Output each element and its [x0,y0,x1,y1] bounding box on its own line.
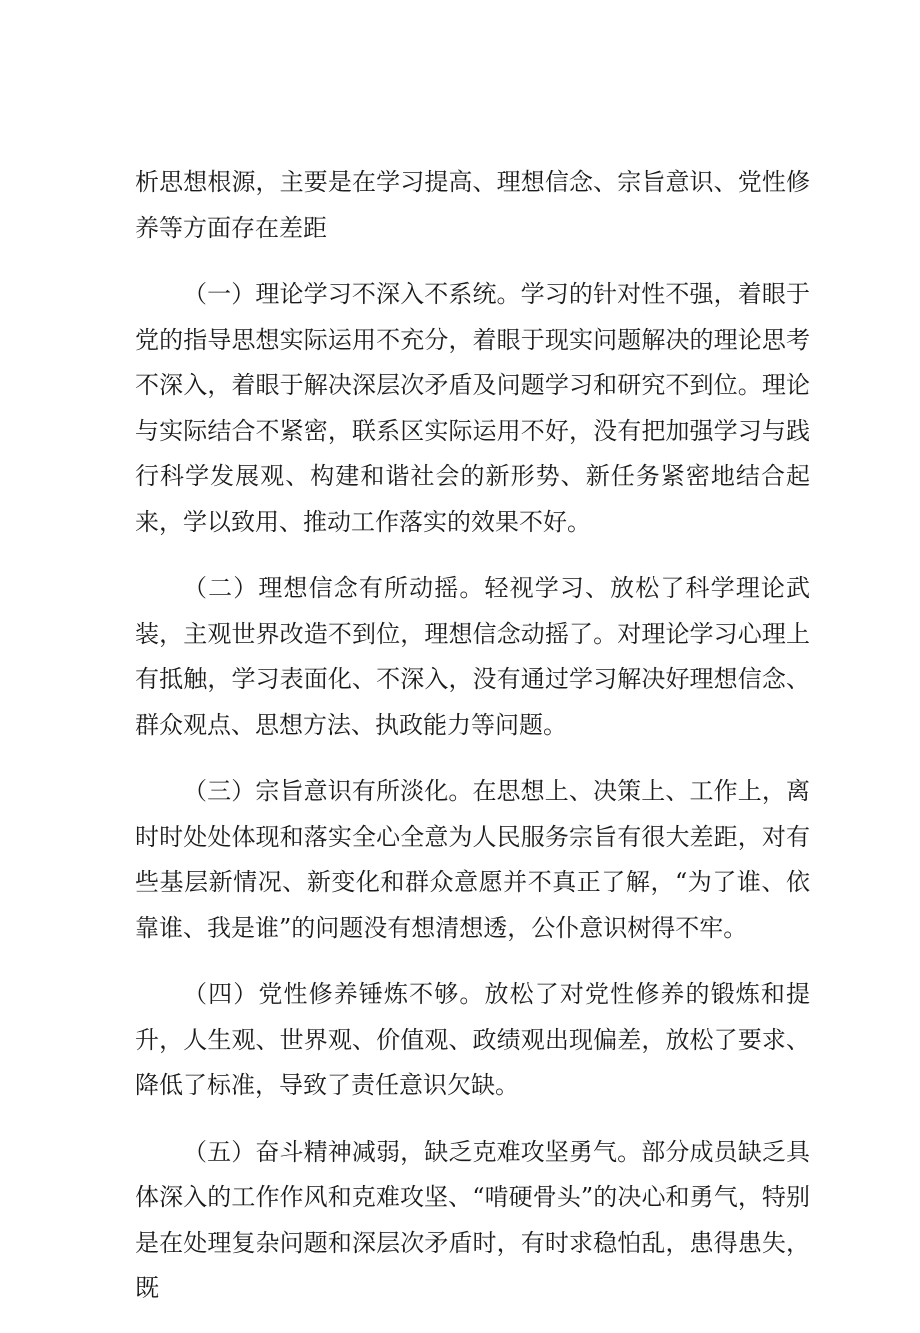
document-body [135,160,810,1333]
paragraph-purpose-awareness: （三）宗旨意识有所淡化。在思想上、决策上、工作上，离时时处处体现和落实全心全意为人民服务宗旨有很大差距，对有些基层新情况、新变化和群众意愿并不真正了解，“为了谁、依靠谁、我是谁”的问题没有想清想透，公仆意识树得不牢。 [135,777,810,942]
paragraph-party-spirit: （四）党性修养锤炼不够。放松了对党性修养的锻炼和提升，人生观、世界观、价值观、政绩观出现偏差，放松了要求、降低了标准，导致了责任意识欠缺。 [135,980,810,1099]
paragraph-ideals-beliefs: （二）理想信念有所动摇。轻视学习、放松了科学理论武装，主观世界改造不到位，理想信念动摇了。对理论学习心理上有抵触，学习表面化、不深入，没有通过学习解决好理想信念、群众观点、思想方法、执政能力等问题。 [135,574,810,739]
section-heading-paragraph: 析思想根源，主要是在学习提高、理想信念、宗旨意识、党性修养等方面存在差距 [135,168,810,242]
paragraph-theory-study: （一）理论学习不深入不系统。学习的针对性不强，着眼于党的指导思想实际运用不充分，着眼于现实问题解决的理论思考不深入，着眼于解决深层次矛盾及问题学习和研究不到位。理论与实际结合不紧密，联系区实际运用不好，没有把加强学习与践行科学发展观、构建和谐社会的新形势、新任务紧密地结合起来，学以致用、推动工作落实的效果不好。 [135,280,810,536]
paragraph-striving-spirit: （五）奋斗精神减弱，缺乏克难攻坚勇气。部分成员缺乏具体深入的工作作风和克难攻坚、“啃硬骨头”的决心和勇气，特别是在处理复杂问题和深层次矛盾时，有时求稳怕乱，患得患失，既 [135,1137,810,1302]
